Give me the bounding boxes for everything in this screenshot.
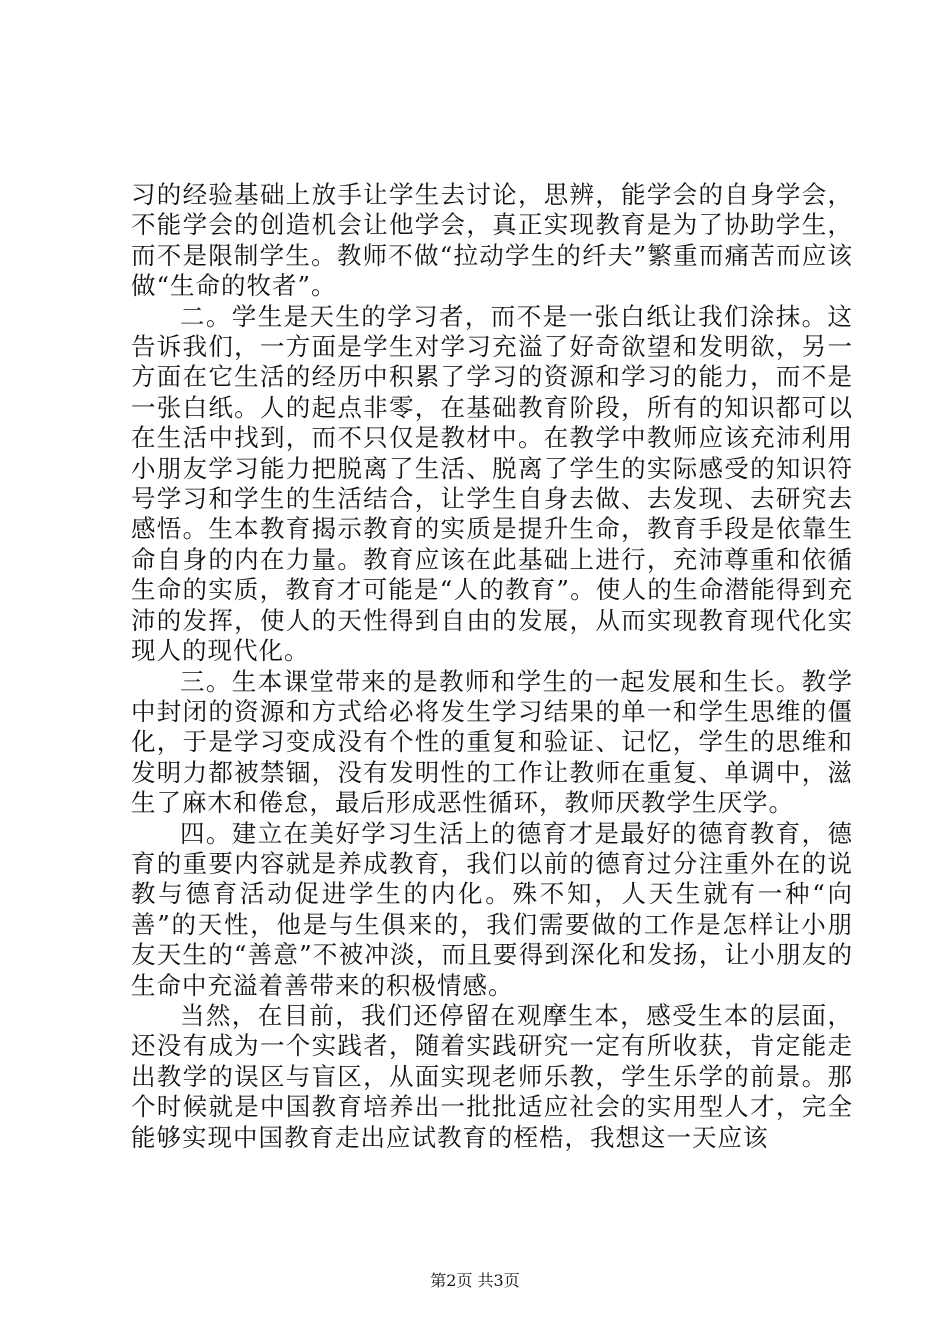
paragraph-continuation: 习的经验基础上放手让学生去讨论，思辨，能学会的自身学会，不能学会的创造机会让他学会，真正实现教育是为了协助学生，而不是限制学生。教师不做“拉动学生的纤夫”繁重而痛苦而应该做“生命的牧者”。: [131, 180, 853, 301]
page-number-footer: 第2页 共3页: [430, 1271, 520, 1290]
paragraph-point-four: 四。建立在美好学习生活上的德育才是最好的德育教育，德育的重要内容就是养成教育，我们以前的德育过分注重外在的说教与德育活动促进学生的内化。殊不知，人天生就有一种“向善”的天性，他是与生俱来的，我们需要做的工作是怎样让小朋友天生的“善意”不被冲淡，而且要得到深化和发扬，让小朋友的生命中充溢着善带来的积极情感。: [131, 818, 853, 1000]
document-body: [131, 180, 853, 1153]
paragraph-point-two: 二。学生是天生的学习者，而不是一张白纸让我们涂抹。这告诉我们，一方面是学生对学习充溢了好奇欲望和发明欲，另一方面在它生活的经历中积累了学习的资源和学习的能力，而不是一张白纸。人的起点非零，在基础教育阶段，所有的知识都可以在生活中找到，而不只仅是教材中。在教学中教师应该充沛利用小朋友学习能力把脱离了生活、脱离了学生的实际感受的知识符号学习和学生的生活结合，让学生自身去做、去发现、去研究去感悟。生本教育揭示教育的实质是提升生命，教育手段是依靠生命自身的内在力量。教育应该在此基础上进行，充沛尊重和依循生命的实质，教育才可能是“人的教育”。使人的生命潜能得到充沛的发挥，使人的天性得到自由的发展，从而实现教育现代化实现人的现代化。: [131, 301, 853, 666]
paragraph-point-three: 三。生本课堂带来的是教师和学生的一起发展和生长。教学中封闭的资源和方式给必将发生学习结果的单一和学生思维的僵化，于是学习变成没有个性的重复和验证、记忆，学生的思维和发明力都被禁锢，没有发明性的工作让教师在重复、单调中，滋生了麻木和倦怠，最后形成恶性循环，教师厌教学生厌学。: [131, 666, 853, 818]
paragraph-conclusion: 当然，在目前，我们还停留在观摩生本，感受生本的层面，还没有成为一个实践者，随着实践研究一定有所收获，肯定能走出教学的误区与盲区，从面实现老师乐教，学生乐学的前景。那个时候就是中国教育培养出一批批适应社会的实用型人才，完全能够实现中国教育走出应试教育的桎梏，我想这一天应该: [131, 1000, 853, 1152]
